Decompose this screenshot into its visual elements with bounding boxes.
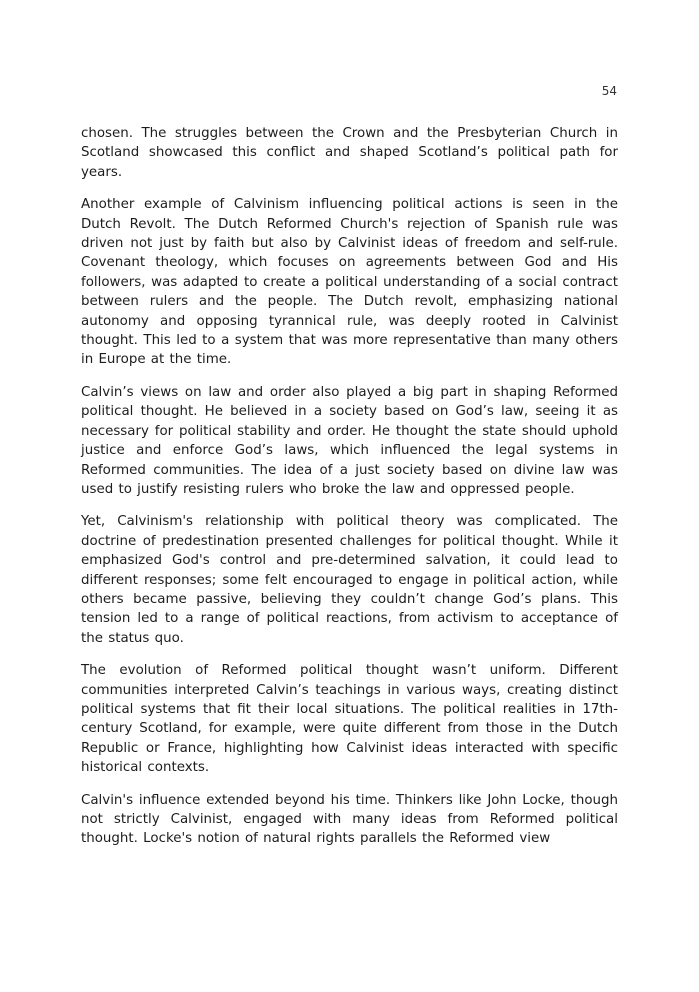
paragraph: Another example of Calvinism influencing political actions is seen in the Dutch Revolt. The Dutch Reformed Church's rejection of Spanish rule was driven not just by faith but also by Calvinist ideas of freedom and self-rule. Covenant theology, which focuses on agreements between God and His followers, was adapted to create a political understanding of a social contract between rulers and the people. The Dutch revolt, emphasizing national autonomy and opposing tyrannical rule, was deeply rooted in Calvinist thought. This led to a system that was more representative than many others in Europe at the time. bbox=[81, 197, 618, 368]
page-body bbox=[81, 124, 618, 849]
page-number: 54 bbox=[601, 84, 617, 98]
paragraph: Yet, Calvinism's relationship with political theory was complicated. The doctrine of predestination presented challenges for political thought. While it emphasized God's control and pre-determined salvation, it could lead to different responses; some felt encouraged to engage in political action, while others became passive, believing they couldn’t change God’s plans. This tension led to a range of political reactions, from activism to acceptance of the status quo. bbox=[81, 514, 618, 646]
paragraph: The evolution of Reformed political thought wasn’t uniform. Different communities interpreted Calvin’s teachings in various ways, creating distinct political systems that fit their local situations. The political realities in 17th-century Scotland, for example, were quite different from those in the Dutch Republic or France, highlighting how Calvinist ideas interacted with specific historical contexts. bbox=[81, 663, 618, 776]
paragraph: Calvin's influence extended beyond his time. Thinkers like John Locke, though not strictly Calvinist, engaged with many ideas from Reformed political thought. Locke's notion of natural rights parallels the Reformed view bbox=[81, 792, 618, 847]
paragraph: Calvin’s views on law and order also played a big part in shaping Reformed political thought. He believed in a society based on God’s law, seeing it as necessary for political stability and order. He thought the state should uphold justice and enforce God’s laws, which influenced the legal systems in Reformed communities. The idea of a just society based on divine law was used to justify resisting rulers who broke the law and oppressed people. bbox=[81, 384, 618, 497]
paragraph: chosen. The struggles between the Crown and the Presbyterian Church in Scotland showcased this conflict and shaped Scotland’s political path for years. bbox=[81, 126, 618, 180]
